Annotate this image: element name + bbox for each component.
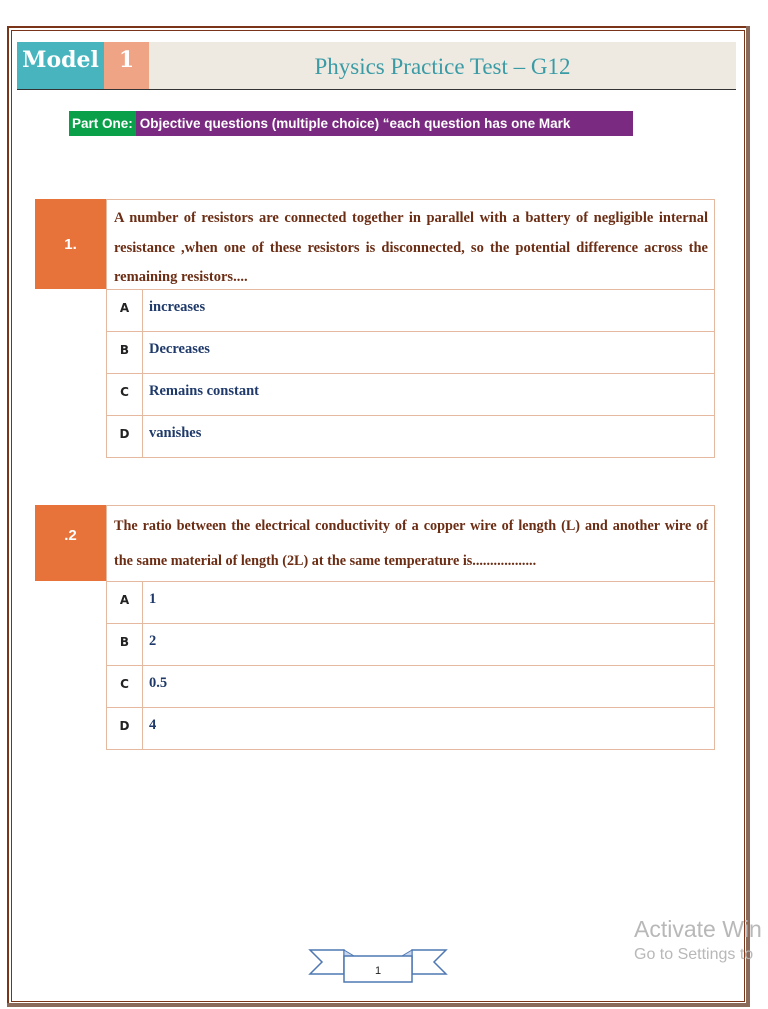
header-divider [17, 89, 736, 90]
ribbon-right-tail [412, 950, 446, 974]
option-text: 4 [149, 717, 157, 733]
option-d[interactable] [106, 708, 715, 750]
option-letter: D [107, 708, 143, 749]
option-text: vanishes [149, 425, 202, 441]
option-text: Remains constant [149, 383, 259, 399]
activation-watermark [634, 916, 762, 964]
page-number-ribbon [308, 944, 448, 984]
activation-title: Activate Win [634, 916, 762, 942]
model-label [17, 42, 104, 90]
part-one-instructions: Objective questions (multiple choice) “each question has one Mark [136, 111, 633, 136]
option-letter: B [107, 624, 143, 665]
model-label-text: Model [22, 47, 99, 73]
part-one-label: Part One: [69, 111, 136, 136]
option-text: 0.5 [149, 675, 168, 691]
option-c[interactable] [106, 374, 715, 416]
page-frame-shadow-right [746, 26, 750, 1006]
option-b[interactable] [106, 332, 715, 374]
ribbon-left-fold [344, 950, 354, 956]
option-letter: B [107, 332, 143, 373]
model-number-text: 1 [118, 47, 135, 73]
question-stem [106, 505, 715, 582]
option-text: increases [149, 299, 206, 315]
option-text: Decreases [149, 341, 210, 357]
option-letter: A [107, 290, 143, 331]
question-number: 1. [35, 199, 106, 289]
page-number: 1 [374, 965, 382, 977]
part-one-banner [69, 111, 633, 136]
option-letter: C [107, 666, 143, 707]
option-letter: A [107, 582, 143, 623]
option-text: 2 [149, 633, 157, 649]
option-letter: D [107, 416, 143, 457]
page-title: Physics Practice Test – G12 [149, 42, 736, 90]
activation-subtitle: Go to Settings to [634, 946, 754, 963]
option-a[interactable] [106, 582, 715, 624]
ribbon-left-tail [310, 950, 344, 974]
option-c[interactable] [106, 666, 715, 708]
option-b[interactable] [106, 624, 715, 666]
option-letter: C [107, 374, 143, 415]
option-text: 1 [149, 591, 157, 607]
question-stem-text: The ratio between the electrical conductivity of a copper wire of length (L) and another wire of the same material of length (2L) at the same temperature is.................. [114, 518, 708, 569]
ribbon-right-fold [402, 950, 412, 956]
option-d[interactable] [106, 416, 715, 458]
page-frame-shadow-bottom [7, 1003, 750, 1007]
model-number [104, 42, 149, 90]
question-number: .2 [35, 505, 106, 581]
question-stem-text: A number of resistors are connected together in parallel with a battery of negligible internal resistance ,when one of these resistors is disconnected, so the potential difference across the remaining resistors.... [114, 210, 708, 285]
option-a[interactable] [106, 290, 715, 332]
question-stem [106, 199, 715, 290]
